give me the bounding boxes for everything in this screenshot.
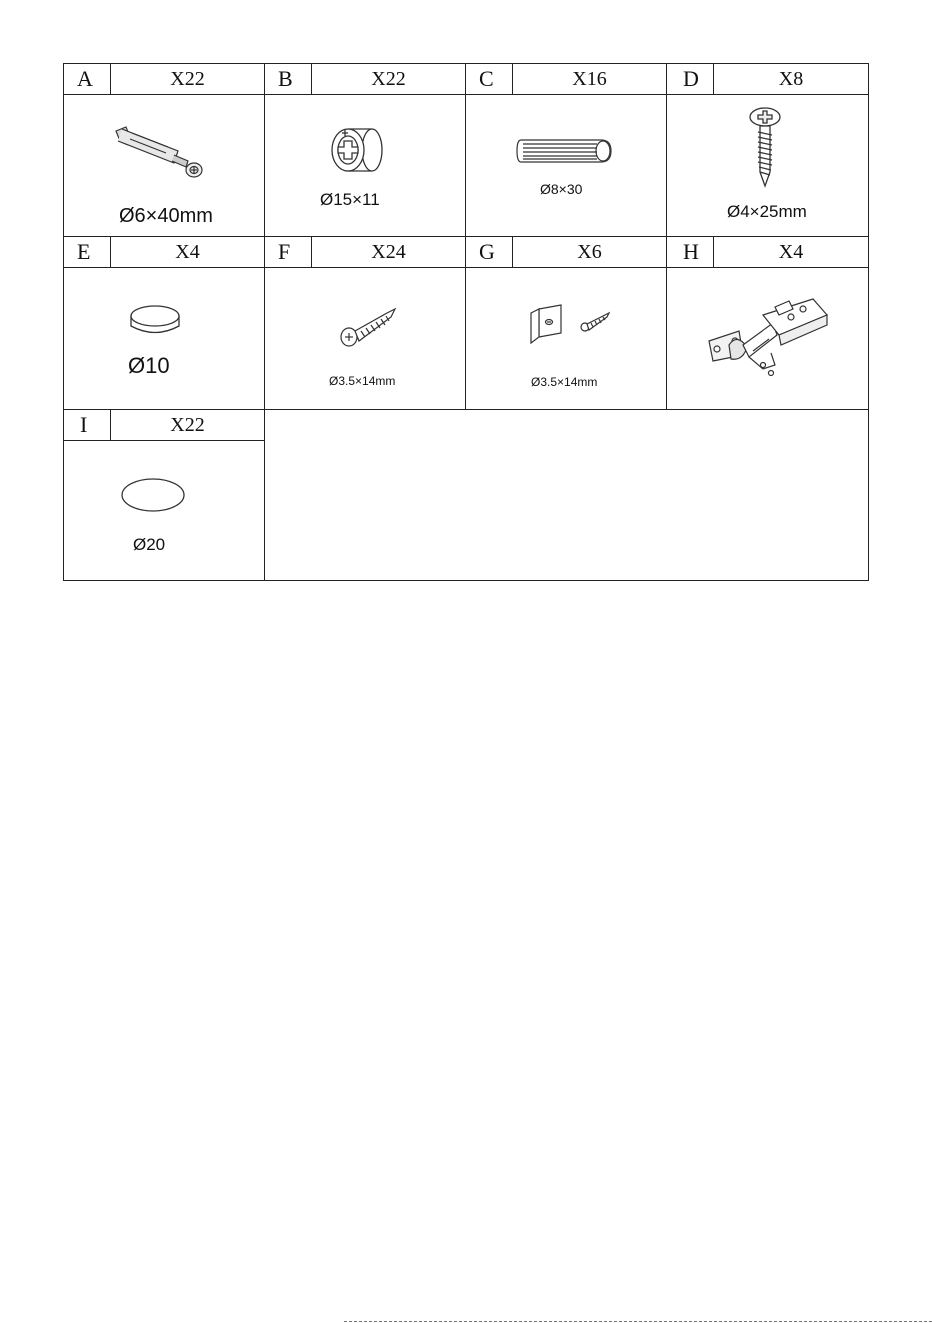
part-spec: Ø20 [133, 535, 166, 554]
part-spec: Ø6×40mm [119, 205, 213, 227]
wood-dowel-icon [515, 137, 615, 165]
cam-lock-icon [328, 121, 393, 181]
part-quantity: X16 [572, 68, 607, 90]
part-quantity: X22 [371, 68, 406, 90]
part-quantity: X4 [175, 241, 200, 263]
part-letter: B [278, 66, 293, 91]
column-divider [465, 63, 466, 409]
part-letter: G [479, 239, 495, 264]
pan-head-screw-icon [747, 106, 783, 188]
countersunk-screw-icon [337, 305, 399, 349]
column-divider [666, 63, 667, 409]
part-spec: Ø3.5×14mm [329, 374, 396, 388]
column-divider [264, 63, 265, 581]
part-letter: C [479, 66, 494, 91]
part-quantity: X22 [170, 414, 205, 436]
part-letter: D [683, 66, 699, 91]
part-spec: Ø15×11 [320, 190, 380, 209]
part-spec: Ø3.5×14mm [531, 375, 598, 389]
part-quantity: X6 [577, 241, 602, 263]
part-spec: Ø10 [128, 353, 170, 378]
part-quantity: X24 [371, 241, 406, 263]
table-border-left [63, 63, 64, 581]
hardware-parts-table [63, 63, 869, 581]
part-letter: H [683, 239, 699, 264]
bumper-pad-icon [127, 303, 183, 341]
part-letter: I [80, 412, 88, 437]
table-border-right [868, 63, 869, 581]
page-footer-rule [344, 1321, 932, 1322]
part-letter: A [77, 66, 93, 91]
part-spec: Ø8×30 [540, 181, 583, 197]
concealed-hinge-icon [703, 295, 833, 385]
part-spec: Ø4×25mm [727, 202, 807, 221]
part-quantity: X22 [170, 68, 205, 90]
part-letter: F [278, 239, 291, 264]
part-quantity: X4 [778, 241, 804, 263]
part-letter: E [77, 239, 91, 264]
bracket-and-screw-icon [525, 303, 615, 349]
cover-cap-icon [119, 475, 187, 515]
cam-bolt-icon [108, 121, 218, 191]
part-quantity: X8 [778, 68, 804, 90]
table-border-bottom [63, 580, 869, 581]
